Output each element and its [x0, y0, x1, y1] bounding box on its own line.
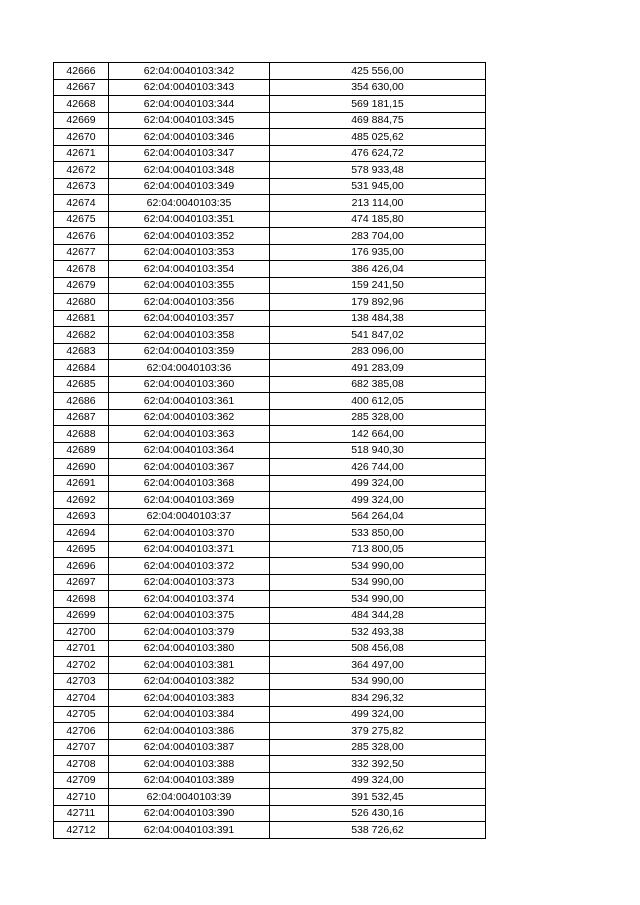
cadastral-number-cell: 62:04:0040103:389 [109, 772, 270, 789]
table-row [54, 789, 486, 806]
cadastral-number-cell: 62:04:0040103:388 [109, 756, 270, 773]
row-number-cell: 42702 [54, 657, 109, 674]
cadastral-number-cell: 62:04:0040103:379 [109, 624, 270, 641]
table-row [54, 459, 486, 476]
row-number-cell: 42670 [54, 129, 109, 146]
table-row [54, 211, 486, 228]
row-number-cell: 42681 [54, 310, 109, 327]
cadastral-value-cell: 541 847,02 [270, 327, 486, 344]
cadastral-value-cell: 332 392,50 [270, 756, 486, 773]
row-number-cell: 42693 [54, 508, 109, 525]
cadastral-number-cell: 62:04:0040103:36 [109, 360, 270, 377]
row-number-cell: 42671 [54, 145, 109, 162]
row-number-cell: 42682 [54, 327, 109, 344]
table-row [54, 112, 486, 129]
cadastral-number-cell: 62:04:0040103:39 [109, 789, 270, 806]
cadastral-value-cell: 534 990,00 [270, 591, 486, 608]
cadastral-value-cell: 531 945,00 [270, 178, 486, 195]
cadastral-value-cell: 834 296,32 [270, 690, 486, 707]
row-number-cell: 42697 [54, 574, 109, 591]
table-row [54, 541, 486, 558]
row-number-cell: 42703 [54, 673, 109, 690]
cadastral-number-cell: 62:04:0040103:386 [109, 723, 270, 740]
cadastral-number-cell: 62:04:0040103:381 [109, 657, 270, 674]
cadastral-value-cell: 499 324,00 [270, 706, 486, 723]
table-row [54, 558, 486, 575]
cadastral-number-cell: 62:04:0040103:37 [109, 508, 270, 525]
row-number-cell: 42684 [54, 360, 109, 377]
row-number-cell: 42687 [54, 409, 109, 426]
table-row [54, 475, 486, 492]
cadastral-value-cell: 508 456,08 [270, 640, 486, 657]
row-number-cell: 42666 [54, 63, 109, 80]
cadastral-value-cell: 386 426,04 [270, 261, 486, 278]
cadastral-number-cell: 62:04:0040103:364 [109, 442, 270, 459]
row-number-cell: 42709 [54, 772, 109, 789]
row-number-cell: 42688 [54, 426, 109, 443]
cadastral-value-cell: 499 324,00 [270, 772, 486, 789]
row-number-cell: 42706 [54, 723, 109, 740]
cadastral-value-cell: 213 114,00 [270, 195, 486, 212]
row-number-cell: 42712 [54, 822, 109, 839]
table-row [54, 360, 486, 377]
cadastral-number-cell: 62:04:0040103:342 [109, 63, 270, 80]
cadastral-number-cell: 62:04:0040103:348 [109, 162, 270, 179]
cadastral-number-cell: 62:04:0040103:375 [109, 607, 270, 624]
table-row [54, 772, 486, 789]
cadastral-number-cell: 62:04:0040103:356 [109, 294, 270, 311]
row-number-cell: 42711 [54, 805, 109, 822]
cadastral-number-cell: 62:04:0040103:347 [109, 145, 270, 162]
row-number-cell: 42696 [54, 558, 109, 575]
table-row [54, 294, 486, 311]
cadastral-value-cell: 142 664,00 [270, 426, 486, 443]
cadastral-value-cell: 533 850,00 [270, 525, 486, 542]
cadastral-number-cell: 62:04:0040103:358 [109, 327, 270, 344]
cadastral-value-cell: 179 892,96 [270, 294, 486, 311]
table-row [54, 195, 486, 212]
cadastral-value-table [53, 62, 486, 839]
row-number-cell: 42680 [54, 294, 109, 311]
row-number-cell: 42691 [54, 475, 109, 492]
row-number-cell: 42683 [54, 343, 109, 360]
cadastral-value-cell: 425 556,00 [270, 63, 486, 80]
table-row [54, 244, 486, 261]
table-row [54, 739, 486, 756]
cadastral-value-cell: 476 624,72 [270, 145, 486, 162]
row-number-cell: 42708 [54, 756, 109, 773]
table-row [54, 624, 486, 641]
cadastral-number-cell: 62:04:0040103:373 [109, 574, 270, 591]
table-row [54, 327, 486, 344]
cadastral-value-cell: 499 324,00 [270, 475, 486, 492]
cadastral-number-cell: 62:04:0040103:344 [109, 96, 270, 113]
table-row [54, 393, 486, 410]
cadastral-value-cell: 534 990,00 [270, 574, 486, 591]
table-row [54, 706, 486, 723]
row-number-cell: 42669 [54, 112, 109, 129]
table-body [54, 63, 486, 839]
row-number-cell: 42667 [54, 79, 109, 96]
row-number-cell: 42695 [54, 541, 109, 558]
cadastral-number-cell: 62:04:0040103:355 [109, 277, 270, 294]
cadastral-value-cell: 426 744,00 [270, 459, 486, 476]
cadastral-number-cell: 62:04:0040103:384 [109, 706, 270, 723]
cadastral-value-cell: 159 241,50 [270, 277, 486, 294]
cadastral-number-cell: 62:04:0040103:360 [109, 376, 270, 393]
table-row [54, 310, 486, 327]
cadastral-number-cell: 62:04:0040103:382 [109, 673, 270, 690]
row-number-cell: 42677 [54, 244, 109, 261]
row-number-cell: 42710 [54, 789, 109, 806]
table-row [54, 723, 486, 740]
table-row [54, 129, 486, 146]
cadastral-number-cell: 62:04:0040103:354 [109, 261, 270, 278]
cadastral-value-cell: 379 275,82 [270, 723, 486, 740]
cadastral-value-cell: 283 704,00 [270, 228, 486, 245]
table-row [54, 525, 486, 542]
table-row [54, 756, 486, 773]
cadastral-value-cell: 469 884,75 [270, 112, 486, 129]
table-row [54, 426, 486, 443]
table-row [54, 657, 486, 674]
table-row [54, 277, 486, 294]
cadastral-value-cell: 499 324,00 [270, 492, 486, 509]
cadastral-number-cell: 62:04:0040103:369 [109, 492, 270, 509]
cadastral-value-cell: 485 025,62 [270, 129, 486, 146]
table-row [54, 690, 486, 707]
table-row [54, 409, 486, 426]
row-number-cell: 42694 [54, 525, 109, 542]
cadastral-value-cell: 532 493,38 [270, 624, 486, 641]
table-row [54, 822, 486, 839]
table-row [54, 508, 486, 525]
cadastral-number-cell: 62:04:0040103:361 [109, 393, 270, 410]
row-number-cell: 42705 [54, 706, 109, 723]
row-number-cell: 42707 [54, 739, 109, 756]
table-row [54, 673, 486, 690]
cadastral-number-cell: 62:04:0040103:368 [109, 475, 270, 492]
cadastral-number-cell: 62:04:0040103:345 [109, 112, 270, 129]
cadastral-value-cell: 526 430,16 [270, 805, 486, 822]
cadastral-number-cell: 62:04:0040103:346 [109, 129, 270, 146]
row-number-cell: 42685 [54, 376, 109, 393]
cadastral-value-cell: 518 940,30 [270, 442, 486, 459]
cadastral-value-cell: 474 185,80 [270, 211, 486, 228]
row-number-cell: 42699 [54, 607, 109, 624]
cadastral-value-cell: 491 283,09 [270, 360, 486, 377]
cadastral-value-cell: 138 484,38 [270, 310, 486, 327]
row-number-cell: 42676 [54, 228, 109, 245]
table-row [54, 79, 486, 96]
table-row [54, 607, 486, 624]
cadastral-value-cell: 534 990,00 [270, 673, 486, 690]
cadastral-number-cell: 62:04:0040103:353 [109, 244, 270, 261]
table-row [54, 591, 486, 608]
table-row [54, 63, 486, 80]
cadastral-number-cell: 62:04:0040103:363 [109, 426, 270, 443]
cadastral-number-cell: 62:04:0040103:371 [109, 541, 270, 558]
row-number-cell: 42698 [54, 591, 109, 608]
cadastral-number-cell: 62:04:0040103:380 [109, 640, 270, 657]
table-row [54, 96, 486, 113]
row-number-cell: 42675 [54, 211, 109, 228]
row-number-cell: 42678 [54, 261, 109, 278]
row-number-cell: 42690 [54, 459, 109, 476]
row-number-cell: 42672 [54, 162, 109, 179]
cadastral-number-cell: 62:04:0040103:362 [109, 409, 270, 426]
cadastral-number-cell: 62:04:0040103:383 [109, 690, 270, 707]
cadastral-number-cell: 62:04:0040103:351 [109, 211, 270, 228]
table-row [54, 343, 486, 360]
cadastral-value-cell: 364 497,00 [270, 657, 486, 674]
table-row [54, 442, 486, 459]
cadastral-value-cell: 391 532,45 [270, 789, 486, 806]
cadastral-number-cell: 62:04:0040103:359 [109, 343, 270, 360]
row-number-cell: 42700 [54, 624, 109, 641]
cadastral-value-cell: 285 328,00 [270, 409, 486, 426]
table-row [54, 492, 486, 509]
cadastral-value-cell: 400 612,05 [270, 393, 486, 410]
row-number-cell: 42701 [54, 640, 109, 657]
table-row [54, 805, 486, 822]
table-row [54, 228, 486, 245]
cadastral-number-cell: 62:04:0040103:390 [109, 805, 270, 822]
cadastral-value-cell: 713 800,05 [270, 541, 486, 558]
row-number-cell: 42668 [54, 96, 109, 113]
table-row [54, 261, 486, 278]
table-row [54, 145, 486, 162]
cadastral-value-cell: 354 630,00 [270, 79, 486, 96]
row-number-cell: 42686 [54, 393, 109, 410]
cadastral-number-cell: 62:04:0040103:372 [109, 558, 270, 575]
cadastral-number-cell: 62:04:0040103:391 [109, 822, 270, 839]
cadastral-value-cell: 285 328,00 [270, 739, 486, 756]
table-row [54, 162, 486, 179]
table-row [54, 178, 486, 195]
cadastral-value-cell: 538 726,62 [270, 822, 486, 839]
cadastral-value-cell: 283 096,00 [270, 343, 486, 360]
table-row [54, 640, 486, 657]
row-number-cell: 42689 [54, 442, 109, 459]
cadastral-number-cell: 62:04:0040103:357 [109, 310, 270, 327]
cadastral-number-cell: 62:04:0040103:35 [109, 195, 270, 212]
cadastral-value-cell: 564 264,04 [270, 508, 486, 525]
cadastral-number-cell: 62:04:0040103:367 [109, 459, 270, 476]
cadastral-number-cell: 62:04:0040103:374 [109, 591, 270, 608]
row-number-cell: 42674 [54, 195, 109, 212]
cadastral-value-cell: 534 990,00 [270, 558, 486, 575]
cadastral-number-cell: 62:04:0040103:370 [109, 525, 270, 542]
row-number-cell: 42704 [54, 690, 109, 707]
cadastral-value-cell: 484 344,28 [270, 607, 486, 624]
table-row [54, 376, 486, 393]
row-number-cell: 42679 [54, 277, 109, 294]
cadastral-number-cell: 62:04:0040103:349 [109, 178, 270, 195]
row-number-cell: 42673 [54, 178, 109, 195]
cadastral-value-cell: 176 935,00 [270, 244, 486, 261]
cadastral-value-cell: 682 385,08 [270, 376, 486, 393]
cadastral-number-cell: 62:04:0040103:352 [109, 228, 270, 245]
cadastral-value-cell: 578 933,48 [270, 162, 486, 179]
row-number-cell: 42692 [54, 492, 109, 509]
cadastral-number-cell: 62:04:0040103:343 [109, 79, 270, 96]
table-row [54, 574, 486, 591]
cadastral-value-cell: 569 181,15 [270, 96, 486, 113]
cadastral-number-cell: 62:04:0040103:387 [109, 739, 270, 756]
